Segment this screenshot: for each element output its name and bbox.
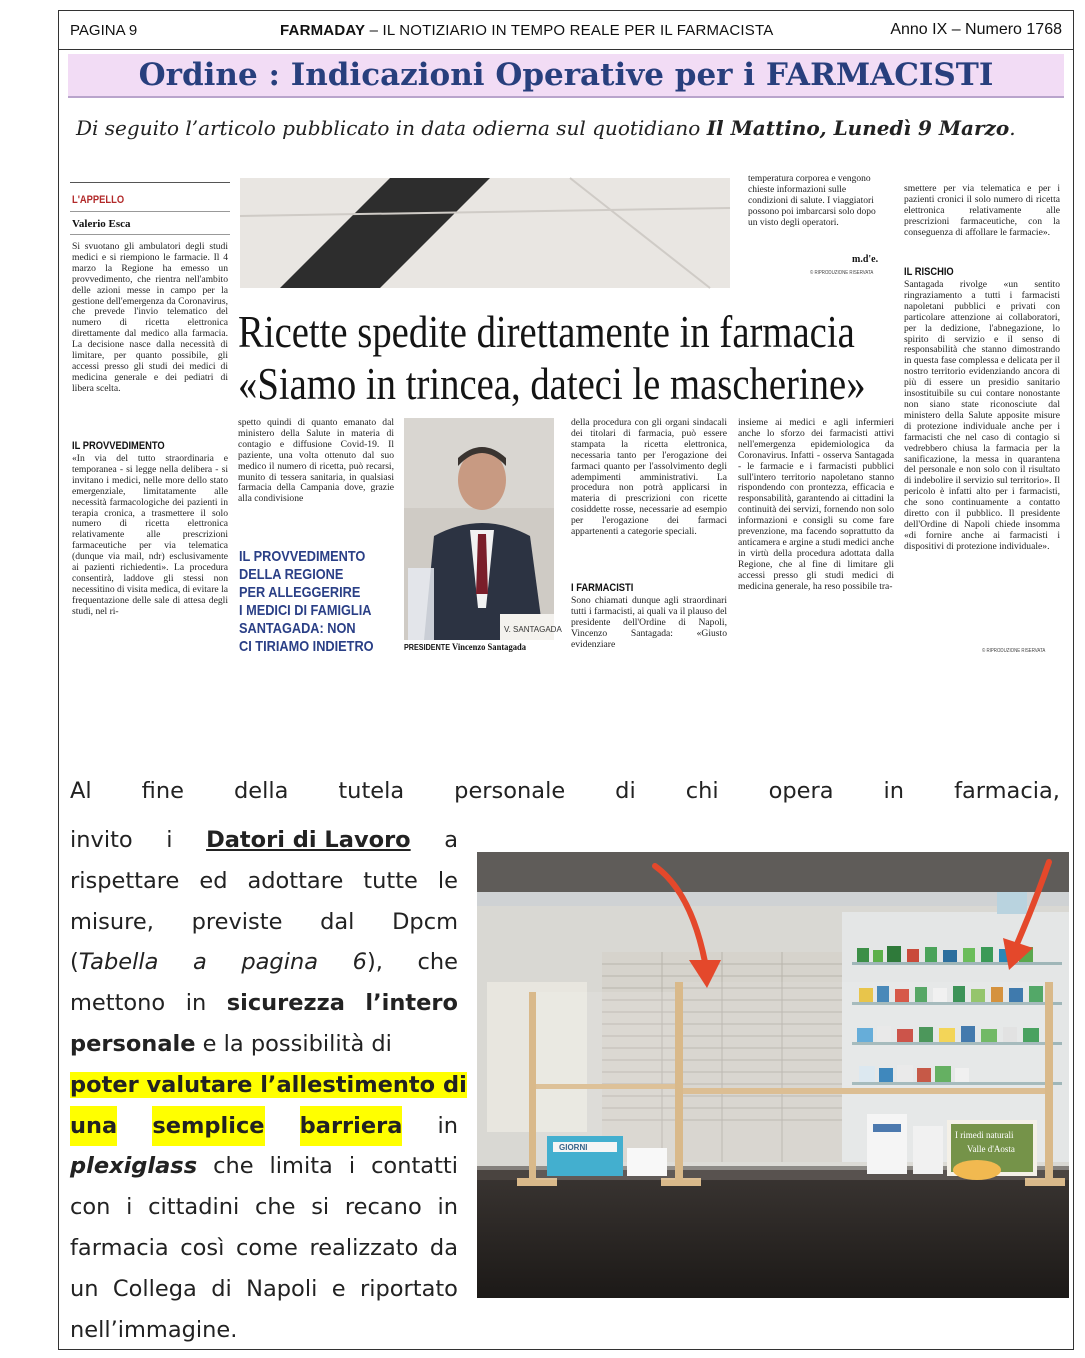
body-line <box>70 1146 458 1187</box>
kicker-farmacisti: I FARMACISTI <box>571 582 634 594</box>
column-1-text: Si svuotano gli ambulatori degli studi medici e si riempiono le farmacie. Il 4 marzo la Regione ha emesso un provvedimento, che rientra nell'ambito delle azioni messe in campo per la gestione dell'emergenza da Coronavirus, che prevede l'invio telematico del numero di ricetta elettronica direttamente dal medico alla farmacia. La decisione nasce dalla necessità di limitare, per quanto possibile, gli accessi presso gli studi dei medici di medicina generale e dei pediatri di libera scelta. <box>72 241 228 394</box>
top-box-signature: m.d'e. <box>852 254 879 265</box>
word: i <box>348 1153 356 1180</box>
body-line <box>70 983 458 1024</box>
word: nell’immagine. <box>70 1316 238 1343</box>
box-label-2: Valle d'Aosta <box>967 1144 1015 1154</box>
word: che <box>417 949 458 976</box>
body-line <box>70 1269 458 1310</box>
body-line <box>70 1187 458 1228</box>
word: fine <box>141 778 184 804</box>
word: rispettare <box>70 867 180 894</box>
newspaper-clipping <box>66 168 1070 666</box>
word: limita <box>269 1153 333 1180</box>
word: come <box>235 1234 298 1261</box>
word: in <box>437 1194 458 1221</box>
word: dal <box>320 908 355 935</box>
word: sicurezza <box>226 990 345 1017</box>
pull-quote-line: CI TIRIAMO INDIETRO <box>239 638 374 655</box>
column-3-text: della procedura con gli organi sindacali dei titolari di farmacia, può essere stampata la ricetta elettronica, necessaria tanto per l'erogazione dei farmaci quanto per l'assolvimento degli adempimenti amministrativi. La procedura non potrà applicarsi in materia di prescrizioni con ricette cosiddette rosse, necessarie ad esempio per l'erogazione dei farmaci appartenenti a categorie speciali. <box>571 417 727 538</box>
word: così <box>180 1234 225 1261</box>
intro-line <box>76 116 1066 140</box>
highlighted-word: barriera <box>300 1106 403 1147</box>
table-reference <box>70 942 158 983</box>
word: e <box>331 1275 346 1302</box>
floor-photo <box>240 178 730 288</box>
rule <box>70 182 230 183</box>
copyright-note: © RIPRODUZIONE RISERVATA <box>810 270 874 276</box>
word: personale <box>454 778 566 804</box>
intro-text: Di seguito l’articolo pubblicato in data odierna sul quotidiano <box>76 116 707 140</box>
word: opera <box>768 778 834 804</box>
word: un <box>70 1275 99 1302</box>
word: Tabella <box>78 949 159 976</box>
word: di <box>211 1275 232 1302</box>
tagline: – IL NOTIZIARIO IN TEMPO REALE PER IL FARMACISTA <box>365 22 774 39</box>
body-line <box>70 861 458 902</box>
body-line-highlight <box>70 1065 467 1106</box>
column-3-text-2: Sono chiamati dunque agli straordinari tutti i farmacisti, ai quali va il plauso del presidente dell'Ordine di Napoli, Vincenzo Santagada: «Giusto evidenziare <box>571 595 727 650</box>
word: che <box>254 1194 296 1221</box>
word: con <box>70 1194 111 1221</box>
section-title-band <box>68 54 1064 98</box>
rule <box>70 234 230 235</box>
president-portrait <box>404 418 562 640</box>
headline-line-1: Ricette spedite direttamente in farmacia <box>238 307 855 357</box>
word: farmacia <box>70 1234 169 1261</box>
word: Napoli <box>246 1275 318 1302</box>
copyright-note-2: © RIPRODUZIONE RISERVATA <box>982 648 1046 654</box>
word: recano <box>344 1194 422 1221</box>
intro-source: Il Mattino, Lunedì 9 Marzo <box>706 116 1010 140</box>
pull-quote-line: PER ALLEGGERIRE <box>239 584 361 601</box>
body-line <box>70 1310 458 1351</box>
word: tutte <box>363 867 418 894</box>
top-box-text: temperatura corporea e vengono chieste informazioni sulle condizioni di salute. I viaggiatori possono poi imbarcarsi solo dopo un visto degli operatori. <box>748 174 876 228</box>
pull-quote-line: SANTAGADA: NON <box>239 620 356 637</box>
word: in <box>883 778 905 804</box>
sign-text: GIORNI <box>559 1143 588 1152</box>
column-4-text: insieme ai medici e agli infermieri anche lo sforzo dei farmacisti attivi nell'emergenza epidemiologica da Coronavirus. Infatti - osserva Santagada - le farmacie e i farmacisti pubblici sull'intero territorio napoletano stanno rispondendo con prontezza, efficacia e responsabilità, garantendo ai cittadini la continuità dei servizi, fornendo non solo informazioni e consigli su come fare prevenzione, ma facendo soprattutto da anticamera e argine a studi medici anche in virtù della procedura adottata dalla Regione, che al fine di limitare gli accessi presso gli studi medici di medicina generale, ha reso possibile tra- <box>738 417 894 592</box>
kicker-provvedimento: IL PROVVEDIMENTO <box>72 440 165 452</box>
word: misure, <box>70 908 154 935</box>
body-paragraph <box>70 820 467 1350</box>
newsletter-title <box>280 22 773 39</box>
pull-quote-line: DELLA REGIONE <box>239 566 344 583</box>
section-title: Ordine : Indicazioni Operative per i FARMACISTI <box>138 57 994 93</box>
rule <box>70 211 230 212</box>
word: cittadini <box>148 1194 240 1221</box>
paren: ), <box>366 949 383 976</box>
word: le <box>437 867 458 894</box>
word: farmacia, <box>954 778 1060 804</box>
caption-label: PRESIDENTE <box>404 643 451 652</box>
intro-end: . <box>1009 116 1016 140</box>
word: a <box>192 949 207 976</box>
caption-name: Vincenzo Santagada <box>450 643 527 653</box>
word: Al <box>70 778 92 804</box>
column-5-text-2: Santagada rivolge «un sentito ringraziamento a tutti i farmacisti napoletani pubblici e privati con particolare attenzione ai collaboratori, per la dedizione, l'abnegazione, lo spirito di servizio e il senso di responsabilità che stanno dimostrando in questa fase complessa e delicata per il nostro territorio evidenziando ancora di più di essere un presidio sanitario insostituibile su cui contare nonostante non siano state riconosciute dal ministero della Salute apposite misure di protezione individuale anche per i farmacisti che nel caso di contagio si vedrebbero chiusa la farmacia per la sanificazione, la messa in quarantena del personale e non solo con il risultato di indebolire il servizio sul territorio». Il pericolo è infatti alto per i farmacisti, che sono continuamente a contatto diretto con il pubblico. Il presidente dell'Ordine di Napoli chiede insomma «di fornire anche ai farmacisti i dispositivi di protezione individuale». <box>904 279 1060 552</box>
word: i <box>126 1194 133 1221</box>
word: riportato <box>359 1275 458 1302</box>
top-photo <box>240 178 730 288</box>
page-ref <box>353 942 383 983</box>
page-number: PAGINA 9 <box>70 22 138 39</box>
column-1-text-2: «In via del tutto straordinaria e temporanea - si legge nella delibera - si invitano i medici, nelle more dello stato emergenziale, limitatamente alle necessità farmacologiche dei pazienti in terapia cronica, a trasmettere il solo numero di ricetta elettronica relativamente alle prescrizioni farmaceutiche per via telematica (dunque via mail, ndr) esclusivamente ai pazienti richiedenti». La procedura consentirà, laddove gli stessi non necessitino di visita medica, di evitare la frequentazione delle sale di attesa degli studi, nel ri- <box>72 453 228 617</box>
pull-quote <box>239 548 374 656</box>
word: mettono <box>70 990 166 1017</box>
headline <box>238 306 866 410</box>
word: tutela <box>338 778 405 804</box>
word: da <box>429 1234 458 1261</box>
body-line <box>70 1228 458 1269</box>
word: si <box>311 1194 330 1221</box>
word: che <box>213 1153 254 1180</box>
word: 6 <box>352 949 367 976</box>
body-line <box>70 1106 458 1147</box>
word: plexiglass <box>70 1153 198 1180</box>
word: invito <box>70 827 133 853</box>
body-line <box>70 902 458 943</box>
pharmacy-photo <box>477 852 1069 1298</box>
word: di <box>615 778 636 804</box>
word: chi <box>685 778 719 804</box>
word: realizzato <box>309 1234 419 1261</box>
column-5-text: smettere per via telematica e per i pazienti cronici il solo numero di ricetta elettronica relativamente alle prescrizioni farmaceutiche, con la conseguenza di affollare le farmacie». <box>904 183 1060 238</box>
kicker-rischio: IL RISCHIO <box>904 266 954 278</box>
word: adottare <box>247 867 344 894</box>
highlighted-word: una <box>70 1106 117 1147</box>
body-line-1 <box>70 778 1060 804</box>
word: a <box>444 827 458 853</box>
word: l’intero <box>365 990 458 1017</box>
word: pagina <box>241 949 319 976</box>
nameplate-text: V. SANTAGADA <box>504 625 562 634</box>
highlighted-word: semplice <box>152 1106 264 1147</box>
word: personale <box>70 1030 196 1057</box>
plexiglass-counter-photo <box>477 852 1069 1298</box>
body-line <box>70 820 458 861</box>
word: previste <box>191 908 283 935</box>
column-2-text: spetto quindi di quanto emanato dal ministero della Salute in materia di contagio e diffusione Covid-19. Il paziente, una volta ottenuto dal suo medico il numero di ricetta, può recarsi, munito di tessera sanitaria, in qualsiasi farmacia della Campania dove, grazie alla condivisione <box>238 417 394 505</box>
brand-name: FARMADAY <box>280 22 366 39</box>
headline-line-2: «Siamo in trincea, dateci le mascherine» <box>238 359 866 409</box>
employers-link-text: Datori di Lavoro <box>206 827 411 853</box>
kicker-appello: L'APPELLO <box>72 194 125 206</box>
paren: ( <box>70 949 79 976</box>
word: contatti <box>371 1153 458 1180</box>
word: della <box>233 778 289 804</box>
pull-quote-line: I MEDICI DI FAMIGLIA <box>239 602 372 619</box>
word: in <box>437 1112 458 1139</box>
word: in <box>185 990 207 1017</box>
body-line <box>70 1024 458 1065</box>
body-line <box>70 942 458 983</box>
pull-quote-line: IL PROVVEDIMENTO <box>239 548 366 565</box>
word: ed <box>199 867 228 894</box>
photo-caption <box>404 642 526 653</box>
portrait-photo <box>404 418 562 640</box>
phrase: e la possibilità di <box>195 1030 392 1057</box>
running-header <box>58 10 1074 50</box>
box-label-1: I rimedi naturali <box>955 1130 1014 1140</box>
word: i <box>166 827 173 853</box>
highlighted-phrase: poter valutare l’allestimento di <box>70 1071 467 1098</box>
author: Valerio Esca <box>72 218 131 230</box>
word: Collega <box>112 1275 197 1302</box>
word: Dpcm <box>392 908 458 935</box>
issue-number: Anno IX – Numero 1768 <box>890 21 1062 38</box>
